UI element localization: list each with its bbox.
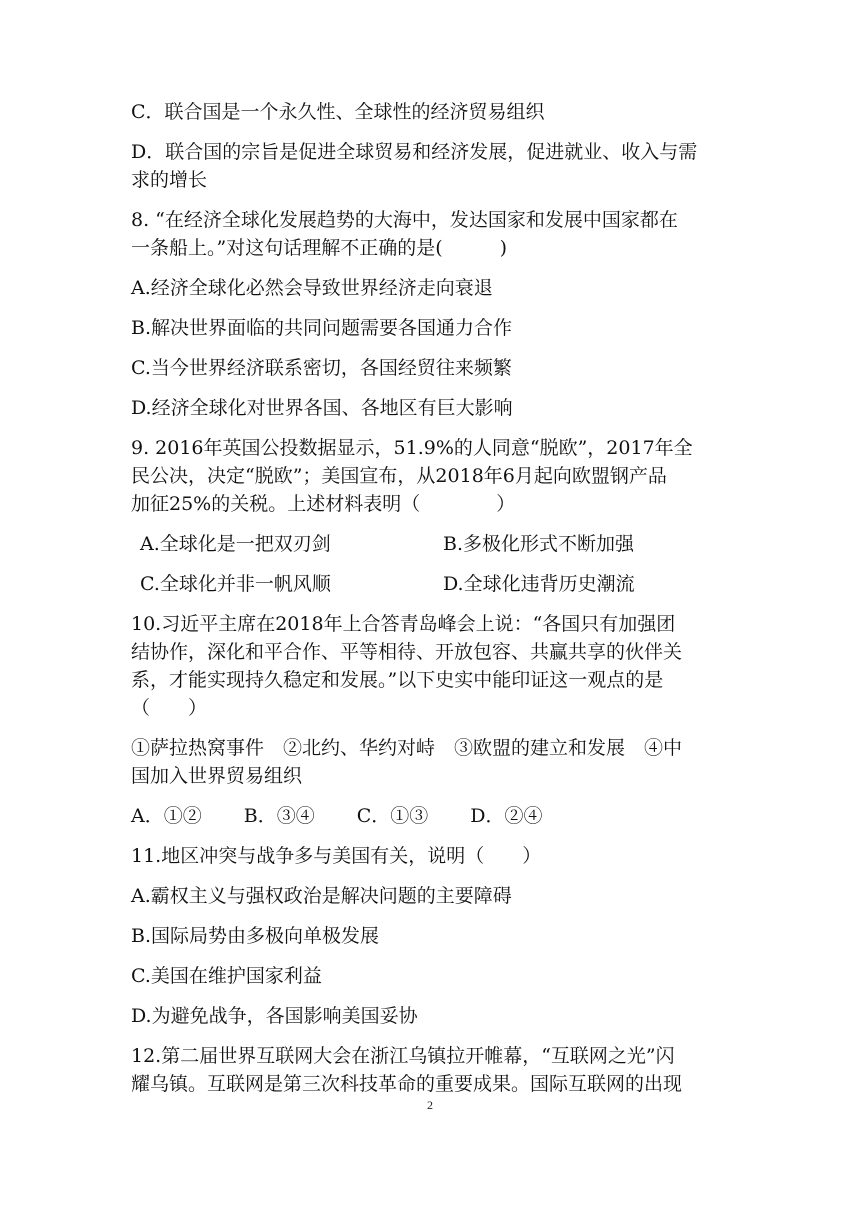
q9-stem-line3: 加征25%的关税。上述材料表明（ ） (131, 493, 516, 515)
question-7-continued (131, 98, 731, 194)
question-9 (131, 434, 731, 598)
q10-stem-line2: 结协作，深化和平合作、平等相待、开放包容、共赢共享的伙伴关 (131, 641, 683, 663)
question-8 (131, 206, 731, 422)
q7-option-d-line2: 求的增长 (131, 169, 208, 191)
q11-option-a: A.霸权主义与强权政治是解决问题的主要障碍 (131, 885, 512, 907)
q10-option-d: D．②④ (470, 805, 543, 827)
q10-items-line1: ①萨拉热窝事件 ②北约、华约对峙 ③欧盟的建立和发展 ④中 (131, 737, 683, 759)
q10-option-b: B．③④ (243, 805, 315, 827)
q12-stem-line1: 12.第二届世界互联网大会在浙江乌镇拉开帷幕，“互联网之光”闪 (131, 1045, 675, 1067)
q10-option-c: C．①③ (356, 805, 429, 827)
q8-option-c: C.当今世界经济联系密切，各国经贸往来频繁 (131, 357, 512, 379)
q7-option-d-line1: D．联合国的宗旨是促进全球贸易和经济发展，促进就业、收入与需 (131, 141, 698, 163)
q10-stem-line1: 10.习近平主席在2018年上合答青岛峰会上说：“各国只有加强团 (131, 613, 676, 635)
q9-options-row1 (131, 530, 731, 558)
q9-stem-line2: 民公决，决定“脱欧”；美国宣布，从2018年6月起向欧盟钢产品 (131, 465, 667, 487)
q12-stem-line2: 耀乌镇。互联网是第三次科技革命的重要成果。国际互联网的出现 (131, 1073, 683, 1095)
q9-stem-line1: 9. 2016年英国公投数据显示，51.9%的人同意“脱欧”，2017年全 (131, 437, 693, 459)
q9-option-b: B.多极化形式不断加强 (443, 533, 635, 555)
q7-option-c: C．联合国是一个永久性、全球性的经济贸易组织 (131, 101, 545, 123)
question-12 (131, 1042, 731, 1098)
q10-options (131, 802, 731, 830)
q11-option-c: C.美国在维护国家利益 (131, 965, 322, 987)
q9-option-d: D.全球化违背历史潮流 (443, 573, 635, 595)
q10-stem-line3: 系，才能实现持久稳定和发展。”以下史实中能印证这一观点的是 (131, 669, 664, 691)
question-11 (131, 842, 731, 1030)
q11-option-d: D.为避免战争，各国影响美国妥协 (131, 1005, 418, 1027)
question-10 (131, 610, 731, 830)
q11-stem: 11.地区冲突与战争多与美国有关，说明（ ） (131, 845, 542, 867)
q8-option-b: B.解决世界面临的共同问题需要各国通力合作 (131, 317, 513, 339)
q8-option-d: D.经济全球化对世界各国、各地区有巨大影响 (131, 397, 513, 419)
q10-items-line2: 国加入世界贸易组织 (131, 765, 303, 787)
q9-option-a: A.全球化是一把双刃剑 (140, 533, 331, 555)
q8-option-a: A.经济全球化必然会导致世界经济走向衰退 (131, 277, 493, 299)
q8-stem-line1: 8. “在经济全球化发展趋势的大海中，发达国家和发展中国家都在 (131, 209, 678, 231)
page-number: 2 (427, 1098, 433, 1112)
exam-content (131, 98, 731, 1098)
q10-stem-line4: （ ） (131, 697, 208, 719)
q9-option-c: C.全球化并非一帆风顺 (140, 573, 331, 595)
q8-stem-line2: 一条船上。”对这句话理解不正确的是( ) (131, 237, 508, 259)
q11-option-b: B.国际局势由多极向单极发展 (131, 925, 380, 947)
q9-options-row2 (131, 570, 731, 598)
q10-option-a: A．①② (131, 805, 202, 827)
